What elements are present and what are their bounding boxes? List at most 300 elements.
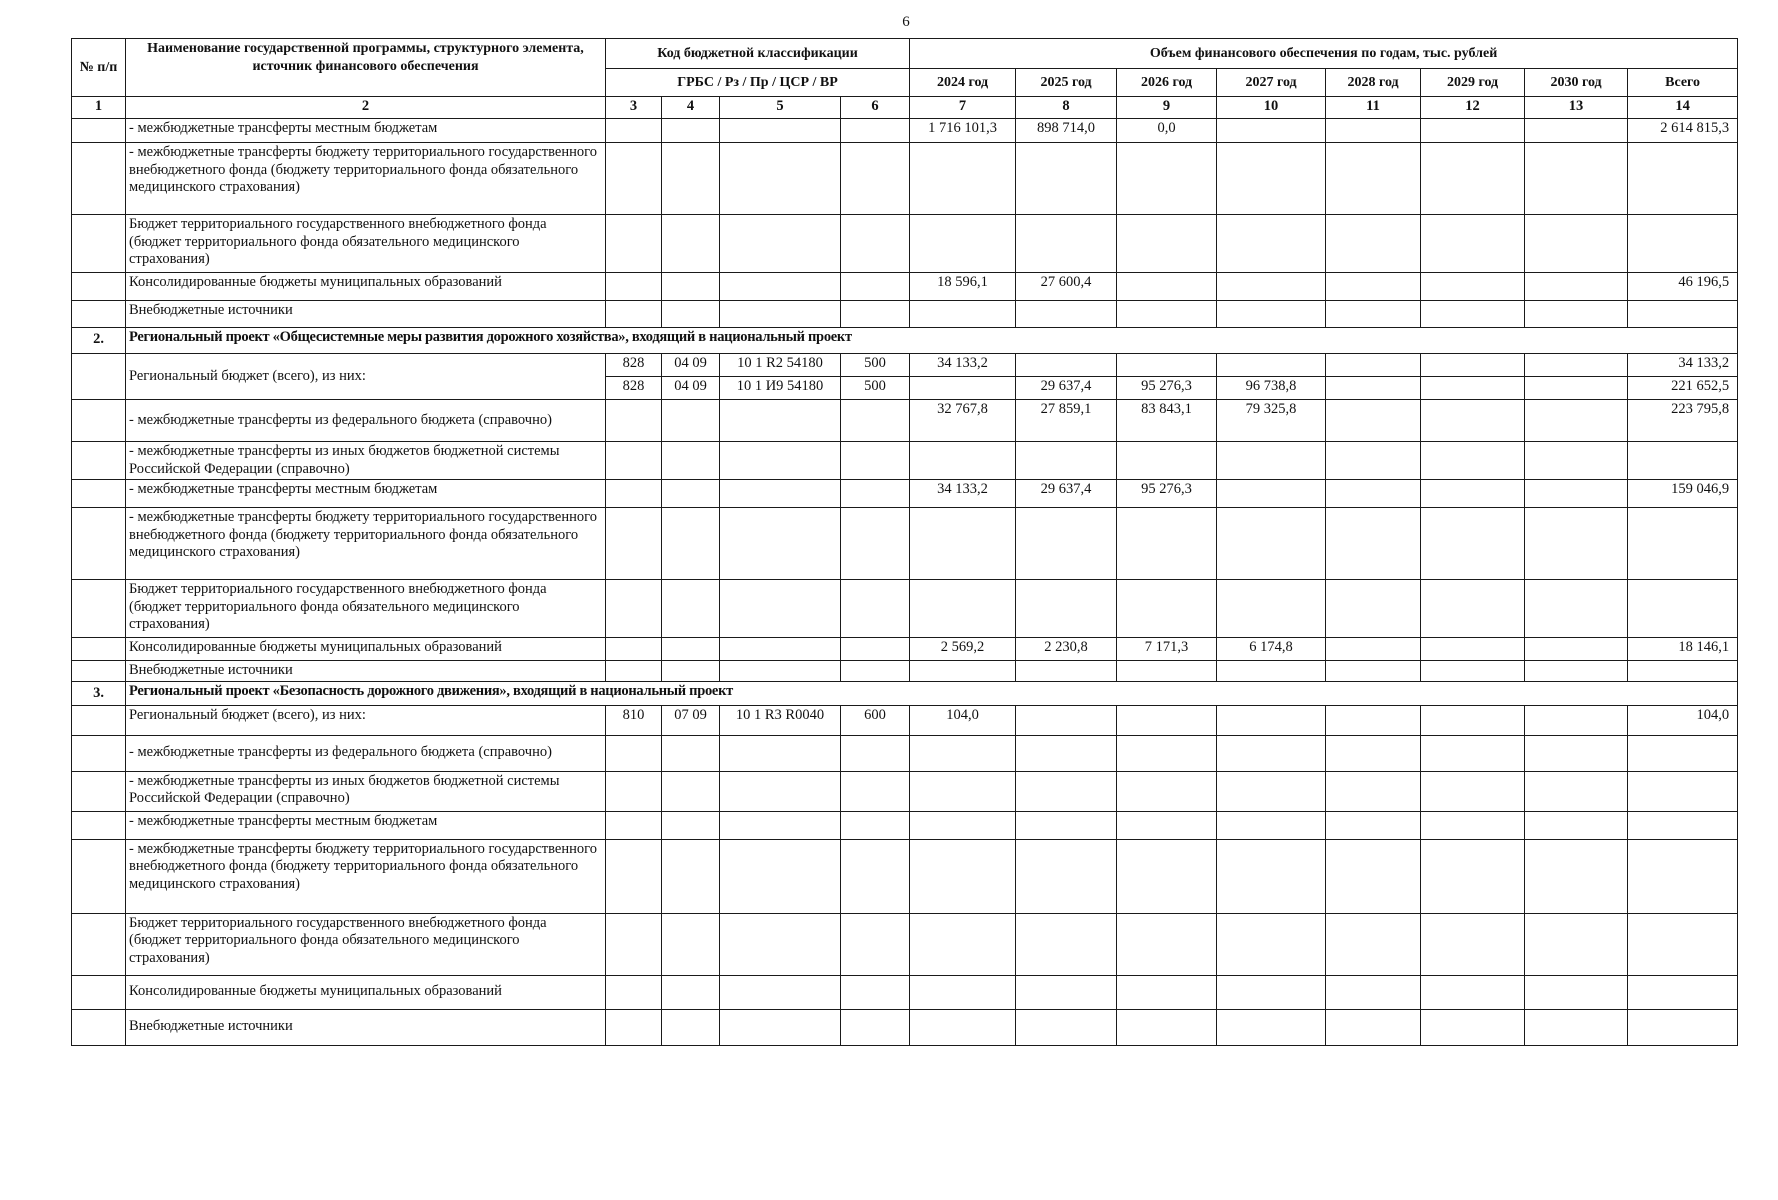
value-v2028 [1326, 771, 1421, 811]
total-cell [1628, 215, 1738, 273]
total-cell [1628, 143, 1738, 215]
value-v2029 [1421, 480, 1525, 508]
code-rz [662, 143, 720, 215]
header-code: Код бюджетной классификации [606, 39, 910, 69]
row-number-cell [72, 705, 126, 735]
value-v2027 [1217, 1009, 1326, 1045]
column-number: 12 [1421, 97, 1525, 119]
code-csr [720, 480, 841, 508]
value-v2024: 34 133,2 [910, 480, 1016, 508]
total-cell: 34 133,2 [1628, 354, 1738, 377]
value-v2027 [1217, 273, 1326, 301]
value-v2030 [1525, 508, 1628, 580]
value-v2030 [1525, 442, 1628, 480]
code-rz [662, 442, 720, 480]
code-rz [662, 913, 720, 975]
value-v2027 [1217, 508, 1326, 580]
code-grbs [606, 400, 662, 442]
row-number-cell [72, 975, 126, 1009]
code-csr [720, 143, 841, 215]
value-v2024 [910, 735, 1016, 771]
total-cell [1628, 301, 1738, 328]
header-volume: Объем финансового обеспечения по годам, тыс. рублей [910, 39, 1738, 69]
value-v2025 [1016, 580, 1117, 638]
code-rz [662, 1009, 720, 1045]
value-v2024 [910, 839, 1016, 913]
table-row [72, 301, 1738, 328]
value-v2027 [1217, 119, 1326, 143]
value-v2025 [1016, 143, 1117, 215]
code-grbs [606, 301, 662, 328]
value-v2028 [1326, 638, 1421, 661]
row-label: - межбюджетные трансферты бюджету территориального государственного внебюджетного фонда (бюджету территориального фонда обязательного медицинского страхования) [126, 143, 606, 215]
value-v2028 [1326, 839, 1421, 913]
value-v2030 [1525, 913, 1628, 975]
column-numbers-row [72, 97, 1738, 119]
code-vr [841, 638, 910, 661]
code-vr [841, 913, 910, 975]
code-rz [662, 638, 720, 661]
total-cell: 104,0 [1628, 705, 1738, 735]
value-v2027 [1217, 354, 1326, 377]
code-csr [720, 119, 841, 143]
value-v2026: 83 843,1 [1117, 400, 1217, 442]
row-label: - межбюджетные трансферты бюджету территориального государственного внебюджетного фонда (бюджету территориального фонда обязательного медицинского страхования) [126, 839, 606, 913]
row-number-cell [72, 119, 126, 143]
value-v2026 [1117, 215, 1217, 273]
value-v2024 [910, 580, 1016, 638]
code-vr [841, 119, 910, 143]
value-v2024 [910, 661, 1016, 682]
value-v2030 [1525, 377, 1628, 400]
row-label: Бюджет территориального государственного внебюджетного фонда (бюджет территориального фонда обязательного медицинского страхования) [126, 215, 606, 273]
row-number-cell [72, 143, 126, 215]
code-csr [720, 273, 841, 301]
value-v2026 [1117, 354, 1217, 377]
value-v2024: 104,0 [910, 705, 1016, 735]
value-v2029 [1421, 735, 1525, 771]
row-label: - межбюджетные трансферты местным бюджетам [126, 119, 606, 143]
code-csr [720, 215, 841, 273]
value-v2030 [1525, 839, 1628, 913]
value-v2026: 95 276,3 [1117, 480, 1217, 508]
table-row [72, 442, 1738, 480]
value-v2026: 0,0 [1117, 119, 1217, 143]
code-rz: 04 09 [662, 354, 720, 377]
row-number-cell [72, 215, 126, 273]
value-v2024 [910, 975, 1016, 1009]
financing-table [71, 38, 1738, 1046]
code-rz [662, 301, 720, 328]
code-vr [841, 442, 910, 480]
value-v2028 [1326, 354, 1421, 377]
value-v2028 [1326, 119, 1421, 143]
row-number-cell [72, 442, 126, 480]
value-v2025 [1016, 354, 1117, 377]
row-label: Бюджет территориального государственного внебюджетного фонда (бюджет территориального фонда обязательного медицинского страхования) [126, 580, 606, 638]
value-v2024 [910, 811, 1016, 839]
code-csr [720, 913, 841, 975]
code-vr [841, 301, 910, 328]
value-v2025: 898 714,0 [1016, 119, 1117, 143]
total-cell [1628, 1009, 1738, 1045]
row-number-cell [72, 735, 126, 771]
code-vr [841, 480, 910, 508]
row-number-cell [72, 811, 126, 839]
row-label: - межбюджетные трансферты местным бюджетам [126, 480, 606, 508]
value-v2028 [1326, 811, 1421, 839]
code-csr [720, 508, 841, 580]
code-grbs [606, 913, 662, 975]
code-rz [662, 119, 720, 143]
code-grbs [606, 1009, 662, 1045]
section-title: Региональный проект «Безопасность дорожного движения», входящий в национальный проект [126, 681, 1738, 705]
code-vr: 600 [841, 705, 910, 735]
value-v2028 [1326, 508, 1421, 580]
value-v2026 [1117, 811, 1217, 839]
section-row [72, 328, 1738, 354]
header-no: № п/п [72, 39, 126, 97]
value-v2026 [1117, 735, 1217, 771]
row-number-cell [72, 638, 126, 661]
column-number: 13 [1525, 97, 1628, 119]
value-v2027 [1217, 975, 1326, 1009]
code-grbs [606, 580, 662, 638]
value-v2028 [1326, 400, 1421, 442]
header-year: 2029 год [1421, 69, 1525, 97]
row-label: Внебюджетные источники [126, 1009, 606, 1045]
total-cell [1628, 442, 1738, 480]
code-rz [662, 400, 720, 442]
value-v2029 [1421, 377, 1525, 400]
row-number-cell [72, 661, 126, 682]
code-rz [662, 735, 720, 771]
code-grbs [606, 638, 662, 661]
value-v2026 [1117, 839, 1217, 913]
total-cell [1628, 913, 1738, 975]
value-v2024 [910, 771, 1016, 811]
value-v2028 [1326, 215, 1421, 273]
code-grbs [606, 273, 662, 301]
row-number-cell [72, 301, 126, 328]
value-v2025 [1016, 301, 1117, 328]
value-v2024: 18 596,1 [910, 273, 1016, 301]
value-v2029 [1421, 839, 1525, 913]
value-v2025 [1016, 508, 1117, 580]
value-v2025: 2 230,8 [1016, 638, 1117, 661]
code-rz [662, 975, 720, 1009]
table-row [72, 975, 1738, 1009]
value-v2027 [1217, 301, 1326, 328]
row-number-cell [72, 273, 126, 301]
table-row [72, 638, 1738, 661]
code-grbs [606, 442, 662, 480]
value-v2027: 6 174,8 [1217, 638, 1326, 661]
value-v2029 [1421, 811, 1525, 839]
value-v2028 [1326, 735, 1421, 771]
value-v2027: 79 325,8 [1217, 400, 1326, 442]
value-v2028 [1326, 480, 1421, 508]
table-row [72, 143, 1738, 215]
row-label: Консолидированные бюджеты муниципальных образований [126, 273, 606, 301]
value-v2025 [1016, 735, 1117, 771]
total-cell [1628, 661, 1738, 682]
value-v2025 [1016, 913, 1117, 975]
value-v2025 [1016, 811, 1117, 839]
value-v2026 [1117, 273, 1217, 301]
code-grbs [606, 811, 662, 839]
value-v2026 [1117, 143, 1217, 215]
code-grbs [606, 839, 662, 913]
value-v2030 [1525, 975, 1628, 1009]
value-v2029 [1421, 273, 1525, 301]
value-v2025: 27 600,4 [1016, 273, 1117, 301]
value-v2027 [1217, 705, 1326, 735]
value-v2029 [1421, 975, 1525, 1009]
value-v2027 [1217, 913, 1326, 975]
code-vr: 500 [841, 377, 910, 400]
value-v2029 [1421, 143, 1525, 215]
value-v2024: 34 133,2 [910, 354, 1016, 377]
value-v2026: 7 171,3 [1117, 638, 1217, 661]
total-cell [1628, 839, 1738, 913]
row-label: Внебюджетные источники [126, 661, 606, 682]
code-vr [841, 811, 910, 839]
row-label: Консолидированные бюджеты муниципальных образований [126, 975, 606, 1009]
value-v2028 [1326, 913, 1421, 975]
value-v2029 [1421, 771, 1525, 811]
table-row [72, 400, 1738, 442]
total-cell [1628, 811, 1738, 839]
row-label: Консолидированные бюджеты муниципальных образований [126, 638, 606, 661]
code-grbs [606, 119, 662, 143]
row-number-cell [72, 913, 126, 975]
value-v2025 [1016, 215, 1117, 273]
value-v2026 [1117, 580, 1217, 638]
table-row [72, 354, 1738, 377]
row-number-cell [72, 771, 126, 811]
code-csr [720, 580, 841, 638]
row-number-cell [72, 839, 126, 913]
column-number: 4 [662, 97, 720, 119]
row-label: Бюджет территориального государственного внебюджетного фонда (бюджет территориального фонда обязательного медицинского страхования) [126, 913, 606, 975]
value-v2029 [1421, 705, 1525, 735]
column-number: 8 [1016, 97, 1117, 119]
code-rz [662, 273, 720, 301]
value-v2030 [1525, 705, 1628, 735]
header-name: Наименование государственной программы, структурного элемента, источник финансового обеспечения [126, 39, 606, 97]
value-v2027 [1217, 661, 1326, 682]
table-row [72, 508, 1738, 580]
table-row [72, 705, 1738, 735]
row-label: - межбюджетные трансферты из иных бюджетов бюджетной системы Российской Федерации (справочно) [126, 771, 606, 811]
row-number-cell [72, 1009, 126, 1045]
value-v2029 [1421, 215, 1525, 273]
total-cell [1628, 508, 1738, 580]
code-rz [662, 580, 720, 638]
value-v2027 [1217, 839, 1326, 913]
code-csr [720, 442, 841, 480]
value-v2029 [1421, 400, 1525, 442]
code-rz [662, 480, 720, 508]
code-rz [662, 215, 720, 273]
code-rz [662, 811, 720, 839]
row-label: - межбюджетные трансферты бюджету территориального государственного внебюджетного фонда (бюджету территориального фонда обязательного медицинского страхования) [126, 508, 606, 580]
code-vr [841, 771, 910, 811]
code-csr [720, 811, 841, 839]
value-v2024 [910, 301, 1016, 328]
code-csr [720, 400, 841, 442]
section-title: Региональный проект «Общесистемные меры развития дорожного хозяйства», входящий в национальный проект [126, 328, 1738, 354]
table-row [72, 119, 1738, 143]
value-v2028 [1326, 975, 1421, 1009]
column-number: 6 [841, 97, 910, 119]
table-row [72, 771, 1738, 811]
row-label: - межбюджетные трансферты из федерального бюджета (справочно) [126, 735, 606, 771]
table-row [72, 580, 1738, 638]
code-csr [720, 735, 841, 771]
value-v2028 [1326, 442, 1421, 480]
code-rz [662, 661, 720, 682]
value-v2027 [1217, 143, 1326, 215]
header-year: 2027 год [1217, 69, 1326, 97]
section-number: 2. [72, 328, 126, 354]
code-csr: 10 1 R2 54180 [720, 354, 841, 377]
value-v2029 [1421, 580, 1525, 638]
column-number: 9 [1117, 97, 1217, 119]
total-cell [1628, 735, 1738, 771]
row-number-cell [72, 580, 126, 638]
section-number: 3. [72, 681, 126, 705]
value-v2028 [1326, 377, 1421, 400]
value-v2024: 1 716 101,3 [910, 119, 1016, 143]
value-v2030 [1525, 811, 1628, 839]
column-number: 5 [720, 97, 841, 119]
value-v2026: 95 276,3 [1117, 377, 1217, 400]
value-v2027 [1217, 580, 1326, 638]
value-v2024 [910, 215, 1016, 273]
value-v2027 [1217, 442, 1326, 480]
row-label: Внебюджетные источники [126, 301, 606, 328]
value-v2025: 27 859,1 [1016, 400, 1117, 442]
row-label: - межбюджетные трансферты местным бюджетам [126, 811, 606, 839]
total-cell: 18 146,1 [1628, 638, 1738, 661]
value-v2024 [910, 143, 1016, 215]
value-v2029 [1421, 301, 1525, 328]
value-v2026 [1117, 913, 1217, 975]
code-csr [720, 839, 841, 913]
value-v2025: 29 637,4 [1016, 377, 1117, 400]
value-v2030 [1525, 400, 1628, 442]
value-v2026 [1117, 442, 1217, 480]
row-number-cell [72, 400, 126, 442]
code-grbs [606, 975, 662, 1009]
code-grbs: 828 [606, 354, 662, 377]
code-grbs [606, 143, 662, 215]
code-vr [841, 508, 910, 580]
code-csr: 10 1 R3 R0040 [720, 705, 841, 735]
value-v2025 [1016, 442, 1117, 480]
value-v2025 [1016, 1009, 1117, 1045]
header-total: Всего [1628, 69, 1738, 97]
value-v2030 [1525, 661, 1628, 682]
total-cell: 46 196,5 [1628, 273, 1738, 301]
section-row [72, 681, 1738, 705]
code-vr [841, 580, 910, 638]
total-cell: 159 046,9 [1628, 480, 1738, 508]
value-v2028 [1326, 705, 1421, 735]
code-csr [720, 975, 841, 1009]
value-v2025 [1016, 705, 1117, 735]
table-row [72, 661, 1738, 682]
value-v2030 [1525, 638, 1628, 661]
code-grbs: 810 [606, 705, 662, 735]
column-number: 7 [910, 97, 1016, 119]
value-v2026 [1117, 661, 1217, 682]
code-vr [841, 839, 910, 913]
value-v2029 [1421, 913, 1525, 975]
value-v2025: 29 637,4 [1016, 480, 1117, 508]
header-row [72, 39, 1738, 69]
code-csr [720, 1009, 841, 1045]
value-v2026 [1117, 508, 1217, 580]
code-vr [841, 143, 910, 215]
value-v2029 [1421, 119, 1525, 143]
table-row [72, 811, 1738, 839]
code-rz [662, 839, 720, 913]
value-v2026 [1117, 1009, 1217, 1045]
code-grbs [606, 215, 662, 273]
code-vr [841, 661, 910, 682]
column-number: 14 [1628, 97, 1738, 119]
value-v2024 [910, 1009, 1016, 1045]
code-rz [662, 771, 720, 811]
total-cell: 221 652,5 [1628, 377, 1738, 400]
value-v2029 [1421, 638, 1525, 661]
header-year: 2025 год [1016, 69, 1117, 97]
header-year: 2024 год [910, 69, 1016, 97]
code-vr [841, 735, 910, 771]
value-v2025 [1016, 839, 1117, 913]
header-code-sub: ГРБС / Рз / Пр / ЦСР / ВР [606, 69, 910, 97]
value-v2026 [1117, 301, 1217, 328]
value-v2030 [1525, 143, 1628, 215]
code-csr [720, 771, 841, 811]
code-csr: 10 1 И9 54180 [720, 377, 841, 400]
value-v2027: 96 738,8 [1217, 377, 1326, 400]
row-number-cell [72, 508, 126, 580]
header-year: 2028 год [1326, 69, 1421, 97]
value-v2029 [1421, 1009, 1525, 1045]
header-year: 2026 год [1117, 69, 1217, 97]
column-number: 3 [606, 97, 662, 119]
row-label: Региональный бюджет (всего), из них: [126, 354, 606, 400]
value-v2029 [1421, 508, 1525, 580]
value-v2030 [1525, 273, 1628, 301]
code-grbs [606, 508, 662, 580]
value-v2028 [1326, 661, 1421, 682]
table-row [72, 273, 1738, 301]
value-v2028 [1326, 143, 1421, 215]
total-cell: 223 795,8 [1628, 400, 1738, 442]
table-row [72, 215, 1738, 273]
code-vr: 500 [841, 354, 910, 377]
value-v2029 [1421, 661, 1525, 682]
header-year: 2030 год [1525, 69, 1628, 97]
row-label: - межбюджетные трансферты из иных бюджетов бюджетной системы Российской Федерации (справочно) [126, 442, 606, 480]
value-v2026 [1117, 705, 1217, 735]
value-v2029 [1421, 354, 1525, 377]
